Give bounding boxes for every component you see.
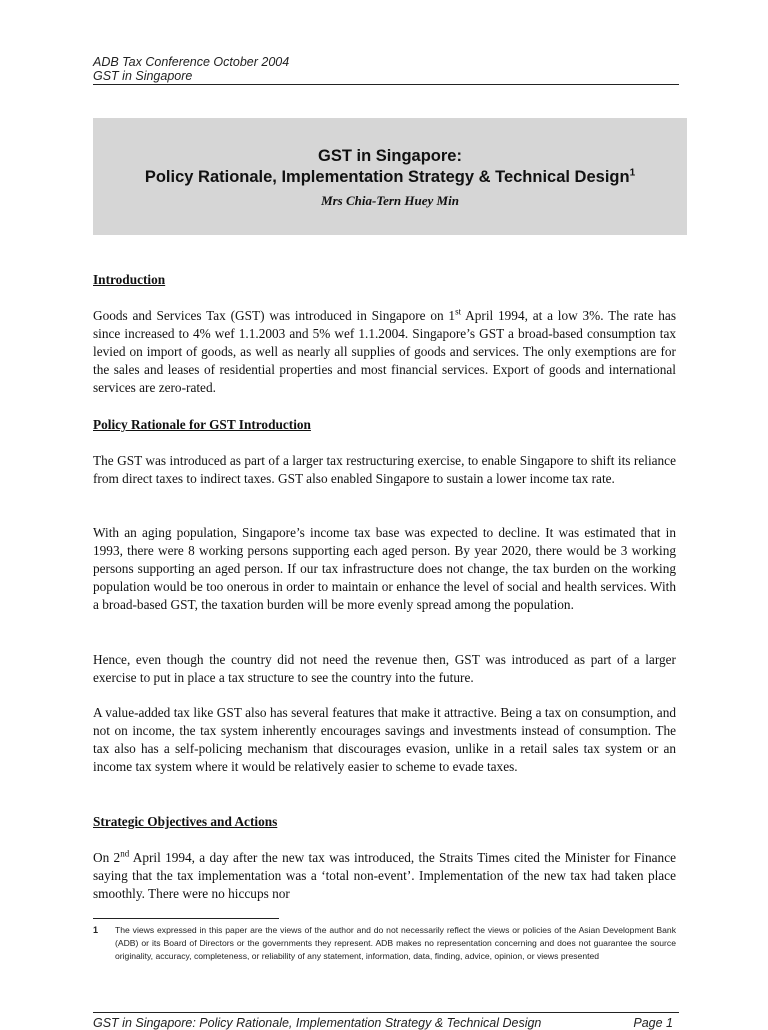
strategic-paragraph-1-text [93,849,676,903]
policy-paragraph-2-text: With an aging population, Singapore’s income tax base was expected to decline. It was estimated that in 1993, there were 8 working persons supporting each aged person. By year 2020, there would be 3 working persons supporting an aged person. If our tax infrastructure does not change, the tax burden on the working population would be too onerous in order to maintain or enhance the level of social and health services. With a broad-based GST, the taxation burden will be more evenly spread among the population. [93,525,676,612]
title-box [93,118,687,235]
intro-paragraph [93,307,676,397]
intro-heading-block [93,271,676,289]
intro-ordinal: st [455,306,462,317]
strategic-text-b: April 1994, a day after the new tax was introduced, the Straits Times cited the Minister for Finance saying that the tax implementation was a ‘total non-event’. Implementation of the new tax had taken place smoothly. There were no hiccups nor [93,850,676,901]
policy-paragraph-1 [93,452,676,488]
header-conference: ADB Tax Conference October 2004 [93,55,290,69]
policy-paragraph-3 [93,651,676,687]
title-line-2 [93,167,687,187]
strategic-paragraph-1 [93,849,676,903]
policy-paragraph-4-text: A value-added tax like GST also has several features that make it attractive. Being a tax on consumption, and not on income, the tax system inherently encourages savings and investments instead of consumption. The tax also has a self-policing mechanism that discourages evasion, unlike in a retail sales tax system or an income tax system where it would be relatively easier to scheme to evade taxes. [93,705,676,774]
author-name: Mrs Chia-Tern Huey Min [321,193,459,208]
intro-paragraph-text [93,307,676,397]
title-line-1: GST in Singapore: [318,147,462,165]
intro-text-b: April 1994, at a low 3%. The rate has since increased to 4% wef 1.1.2003 and 5% wef 1.1.2004. Singapore’s GST a broad-based consumption tax levied on import of goods, as well as nearly all supplies of goods and services. The only exemptions are for the sales and leases of residential properties and most financial services. Export of goods and international services are zero-rated. [93,308,677,395]
intro-text-a: Goods and Services Tax (GST) was introduced in Singapore on 1 [93,308,456,323]
footer-rule [93,1012,679,1013]
policy-heading-block [93,416,676,434]
policy-paragraph-3-text: Hence, even though the country did not need the revenue then, GST was introduced as part of a larger exercise to put in place a tax structure to see the country into the future. [93,652,676,685]
page-number: Page 1 [633,1016,673,1030]
strategic-ordinal: nd [120,848,130,859]
header-rule [93,84,679,85]
policy-paragraph-2 [93,524,676,614]
running-header [93,55,679,83]
strategic-text-a: On 2 [93,850,121,865]
policy-paragraph-1-text: The GST was introduced as part of a larger tax restructuring exercise, to enable Singapore to shift its reliance from direct taxes to indirect taxes. GST also enabled Singapore to sustain a lower income tax rate. [93,453,676,486]
footnote [93,924,676,963]
section-heading-strategic: Strategic Objectives and Actions [93,814,278,829]
footnote-rule [93,918,279,919]
footnote-mark: 1 [93,925,99,935]
title-footnote-ref[interactable]: 1 [629,167,636,179]
strategic-heading-block [93,813,676,831]
footer-title: GST in Singapore: Policy Rationale, Implementation Strategy & Technical Design [93,1016,542,1030]
section-heading-introduction: Introduction [93,272,166,287]
section-heading-policy: Policy Rationale for GST Introduction [93,417,311,432]
title-line-2-text: Policy Rationale, Implementation Strategy & Technical Design [144,168,630,186]
policy-paragraph-4 [93,704,676,776]
header-topic: GST in Singapore [93,69,193,83]
running-footer [93,1016,679,1030]
footnote-text: The views expressed in this paper are the views of the author and do not necessarily reflect the views or policies of the Asian Development Bank (ADB) or its Board of Directors or the governments they represent. ADB makes no representation concerning and does not guarantee the source originality, accuracy, completeness, or reliability of any statement, information, data, finding, advice, opinion, or views presented [115,925,676,961]
